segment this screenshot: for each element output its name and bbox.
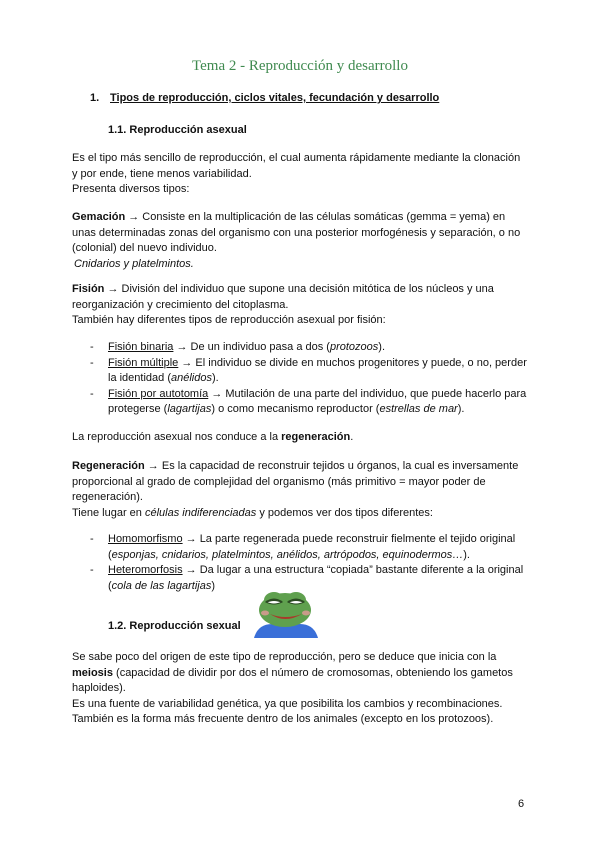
section-title: Tipos de reproducción, ciclos vitales, fecundación y desarrollo	[110, 92, 440, 104]
regeneracion-term: Regeneración	[72, 460, 145, 472]
list-item: - Fisión binaria → De un individuo pasa a dos (protozoos).	[90, 341, 386, 353]
sexual-paragraph: Se sabe poco del origen de este tipo de reproducción, pero se deduce que inicia con la meiosis (capacidad de dividir por dos el número de cromosomas, obteniendo los gametos haploides). Es una fuente de variabilidad genética, ya que posibilita los cambios y recombinaciones. También es la forma más frecuente dentro de los animales (excepto en los protozoos).	[72, 651, 513, 725]
list-item: - Fisión por autotomía → Mutilación de una parte del individuo, que puede hacerlo para protegerse (lagartijas) o como mecanismo reproductor (estrellas de mar).	[90, 387, 527, 415]
frog-cheek-right	[302, 611, 310, 616]
fision-list	[90, 340, 530, 418]
fision-types-intro: También hay diferentes tipos de reproducción asexual por fisión:	[72, 314, 386, 326]
page-title: Tema 2 - Reproducción y desarrollo	[192, 58, 408, 74]
gemacion-term: Gemación	[72, 211, 126, 223]
section-number: 1.	[90, 92, 100, 104]
page-number: 6	[518, 798, 525, 810]
asexual-intro: Es el tipo más sencillo de reproducción, el cual aumenta rápidamente mediante la clonación y por ende, tiene menos variabilidad. Presenta diversos tipos:	[72, 152, 521, 195]
regeneracion-list	[90, 532, 530, 594]
subsection-heading-asexual: 1.1. Reproducción asexual	[108, 124, 247, 136]
subsection-heading-sexual: 1.2. Reproducción sexual	[108, 620, 241, 632]
section-heading	[90, 92, 439, 104]
fision-paragraph: Fisión → División del individuo que supone una decisión mitótica de los núcleos y una reorganización y crecimiento del citoplasma. También hay diferentes tipos de reproducción asexual por fisión:	[72, 283, 494, 326]
gemacion-example: Cnidarios y platelmintos.	[74, 257, 194, 270]
regeneracion-paragraph: Regeneración → Es la capacidad de reconstruir tejidos u órganos, la cual es inversamente proporcional al grado de complejidad del organismo (más primitivo = mayor poder de regeneración). Tiene lugar en células indiferenciadas y podemos ver dos tipos diferentes:	[72, 460, 519, 519]
gemacion-paragraph: Gemación → Consiste en la multiplicación de las células somáticas (gemma = yema) en unas determinadas zonas del organismo con una posterior morfogénesis y separación, o no (colonial) del nuevo individuo. Cnidarios y platelmintos.	[72, 211, 521, 270]
list-item: - Fisión múltiple → El individuo se divide en muchos progenitores y puede, o no, perder la identidad (anélidos).	[90, 356, 527, 384]
frog-cheek-left	[261, 611, 269, 616]
fision-term: Fisión	[72, 283, 105, 295]
list-item: - Homomorfismo → La parte regenerada puede reconstruir fielmente el tejido original (esponjas, cnidarios, platelmintos, anélidos, artrópodos, equinodermos…).	[90, 533, 516, 561]
list-item: - Heteromorfosis → Da lugar a una estructura “copiada” bastante diferente a la original (cola de las lagartijas)	[90, 564, 524, 592]
frog-illustration	[248, 588, 322, 638]
regeneracion-intro: La reproducción asexual nos conduce a la regeneración.	[72, 431, 354, 443]
